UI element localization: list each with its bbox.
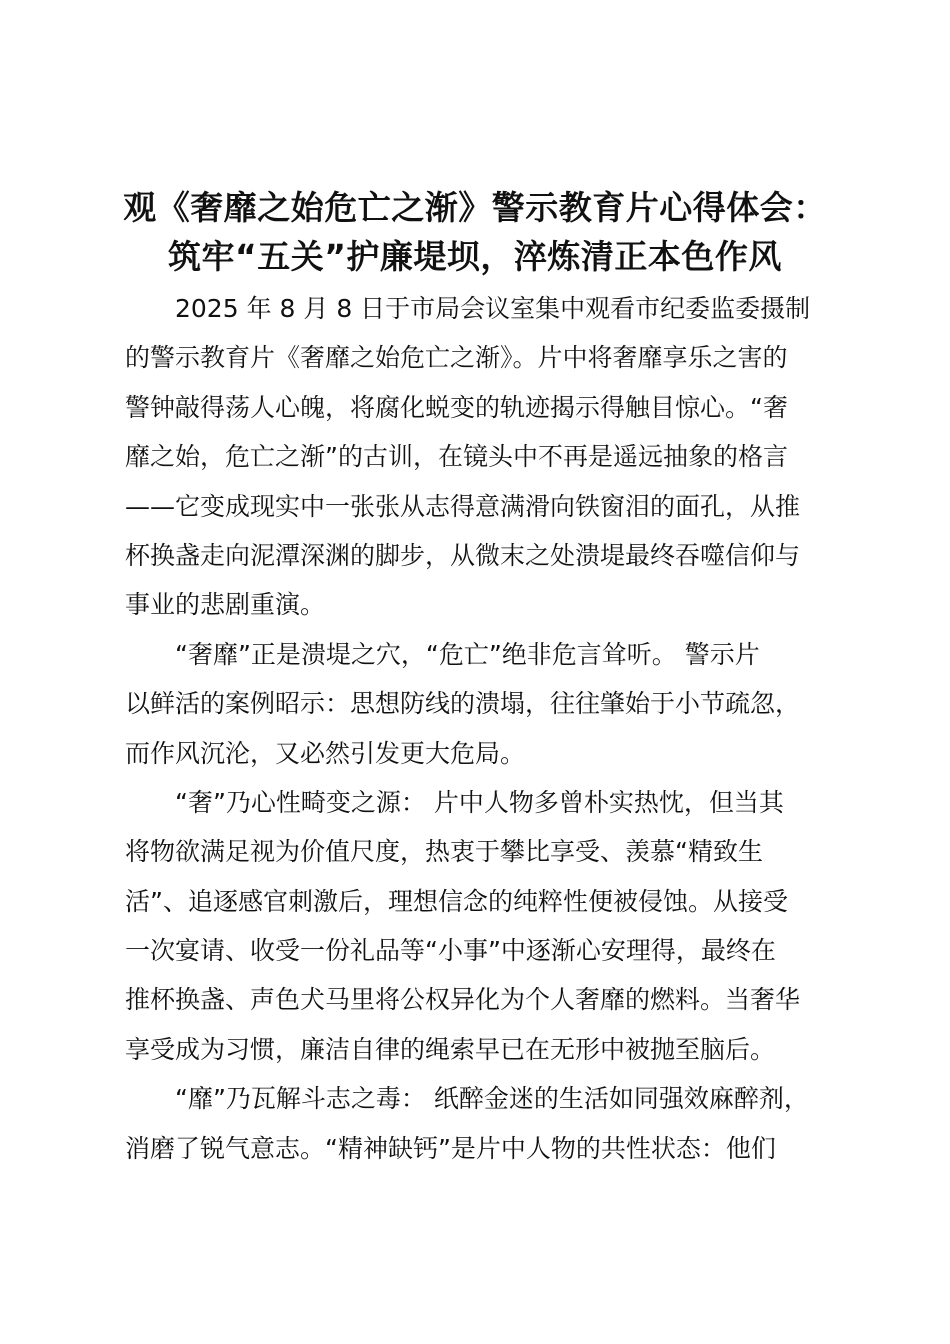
paragraph-line: “奢”乃心性畸变之源： 片中人物多曾朴实热忱，但当其: [175, 787, 784, 817]
paragraph-line: 活”、追逐感官刺激后，理想信念的纯粹性便被侵蚀。从接受: [125, 886, 788, 916]
paragraph-line: 消磨了锐气意志。“精神缺钙”是片中人物的共性状态：他们: [125, 1133, 776, 1163]
paragraph-line: 的警示教育片《奢靡之始危亡之渐》。片中将奢靡享乐之害的: [125, 343, 788, 373]
paragraph-line: 以鲜活的案例昭示：思想防线的溃塌，往往肇始于小节疏忽，: [125, 689, 801, 719]
paragraph-line: 事业的悲剧重演。: [125, 590, 326, 620]
paragraph-line: “靡”乃瓦解斗志之毒： 纸醉金迷的生活如同强效麻醉剂，: [175, 1084, 809, 1114]
paragraph-line: 2025 年 8 月 8 日于市局会议室集中观看市纪委监委摄制: [175, 294, 811, 323]
paragraph-line: 而作风沉沦，又必然引发更大危局。: [125, 738, 526, 768]
paragraph-line: “奢靡”正是溃堤之穴，“危亡”绝非危言耸听。 警示片: [175, 639, 760, 669]
paragraph-line: 享受成为习惯，廉洁自律的绳索早已在无形中被抛至脑后。: [125, 1034, 776, 1064]
paragraph-line: 靡之始，危亡之渐”的古训，在镜头中不再是遥远抽象的格言: [125, 442, 788, 472]
paragraph-line: 警钟敲得荡人心魄，将腐化蜕变的轨迹揭示得触目惊心。“奢: [125, 392, 788, 422]
paragraph-line: 一次宴请、收受一份礼品等“小事”中逐渐心安理得，最终在: [125, 936, 776, 966]
document-body: [125, 284, 860, 1173]
document-title-line-1: 观《奢靡之始危亡之渐》警示教育片心得体会：: [123, 188, 827, 227]
paragraph-line: 将物欲满足视为价值尺度，热衷于攀比享受、羡慕“精致生: [125, 837, 763, 867]
paragraph-line: 推杯换盏、声色犬马里将公权异化为个人奢靡的燃料。当奢华: [125, 985, 801, 1015]
paragraph-line: ——它变成现实中一张张从志得意满滑向铁窗泪的面孔，从推: [125, 491, 801, 521]
document-title-line-2: 筑牢“五关”护廉堤坝，淬炼清正本色作风: [168, 237, 782, 276]
paragraph-line: 杯换盏走向泥潭深渊的脚步，从微末之处溃堤最终吞噬信仰与: [125, 540, 801, 570]
